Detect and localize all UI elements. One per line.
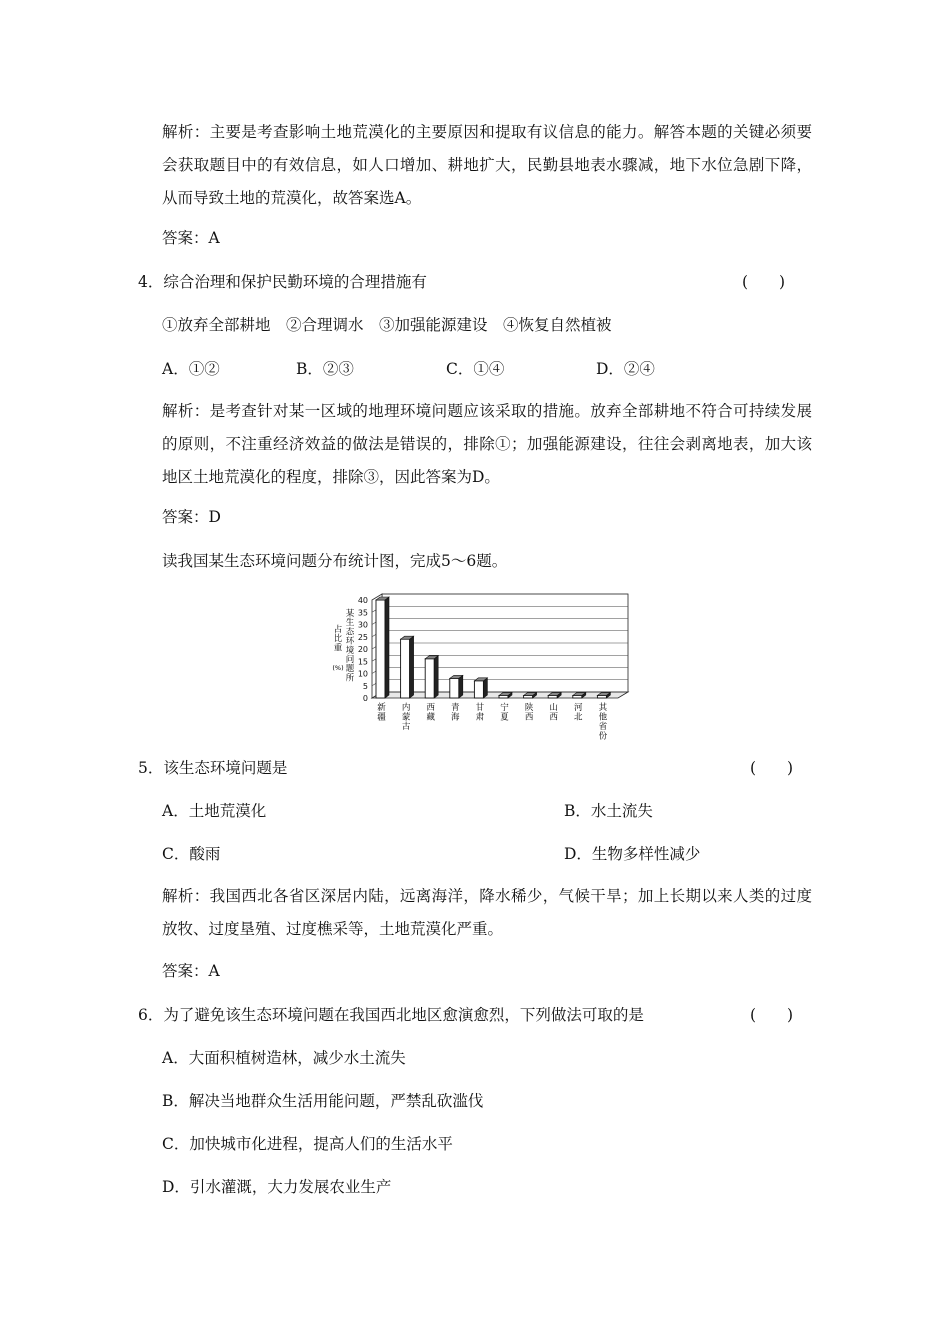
y-tick-label: 15 [357,657,368,667]
y-tick-label: 5 [362,681,368,691]
q6-option-b: B．解决当地群众生活用能问题，严禁乱砍滥伐 [162,1092,484,1110]
svg-text:甘: 甘 [475,703,485,713]
svg-text:青: 青 [451,703,460,713]
svg-text:占: 占 [333,625,343,635]
y-tick-label: 35 [357,608,368,618]
q5-option-c: C．酸雨 [162,845,221,863]
x-tick-label [426,703,435,723]
y-axis-label [332,608,354,683]
bar [474,678,487,698]
q4-option-a: A．①② [162,360,220,378]
x-tick-label [476,702,485,723]
q5-option-d: D．生物多样性减少 [564,845,701,863]
q6-option-a: A．大面积植树造林，减少水土流失 [162,1049,406,1067]
svg-text:内: 内 [401,703,411,713]
q5-analysis: 解析：我国西北各省区深居内陆，远离海洋，降水稀少，气候干旱；加上长期以来人类的过度放牧、过度垦殖、过度樵采等，土地荒漠化严重。 [162,887,812,938]
svg-text:海: 海 [451,712,460,723]
gridline [372,631,628,637]
q5-answer: 答案：A [162,962,220,980]
q4-answer-paren: ( ) [742,273,786,291]
q6-stem: 6．为了避免该生态环境问题在我国西北地区愈演愈烈，下列做法可取的是 [138,1006,644,1024]
svg-text:态: 态 [345,627,355,638]
svg-text:重: 重 [333,643,343,654]
q5-answer-paren: ( ) [750,759,794,777]
bar [425,656,438,698]
x-tick-label [402,702,411,732]
x-tick-label [500,702,509,723]
q3-analysis: 解析：主要是考查影响土地荒漠化的主要原因和提取有议信息的能力。解答本题的关键必须要会获取题目中的有效信息，如人口增加、耕地扩大，民勤县地表水骤减，地下水位急剧下降，从而导致土地的荒漠化，故答案选A。 [162,123,812,207]
bar [401,636,414,698]
x-tick-label [377,702,386,723]
q4-option-b: B．②③ [296,360,354,378]
q4-items: ①放弃全部耕地 ②合理调水 ③加强能源建设 ④恢复自然植被 [162,316,612,334]
bar [450,675,463,698]
svg-text:宁: 宁 [500,703,509,713]
x-tick-label [549,702,558,723]
q4-stem: 4．综合治理和保护民勤环境的合理措施有 [138,273,427,291]
svg-text:山: 山 [549,703,558,713]
gridline [372,619,628,625]
y-tick-label: 30 [357,620,368,630]
svg-text:疆: 疆 [377,712,386,723]
svg-text:省: 省 [598,722,608,732]
svg-text:份: 份 [598,731,608,742]
x-tick-label [525,702,534,723]
svg-text:生: 生 [345,618,355,629]
bar [376,597,389,698]
x-tick-label [599,702,608,742]
y-tick-label: 25 [357,632,368,642]
svg-text:西: 西 [524,712,534,723]
gridline [372,606,628,612]
gridline [372,594,628,600]
y-tick-label: 0 [362,694,368,703]
svg-text:蒙: 蒙 [401,712,411,723]
svg-text:比: 比 [333,634,343,645]
svg-text:其: 其 [598,703,608,713]
svg-text:(%): (%) [332,664,344,672]
svg-text:问: 问 [345,655,355,665]
q5-stem: 5．该生态环境问题是 [138,759,288,777]
svg-text:河: 河 [574,703,583,713]
q6-option-d: D．引水灌溉，大力发展农业生产 [162,1178,392,1196]
svg-text:他: 他 [598,712,608,723]
q3-answer: 答案：A [162,229,220,247]
q4-option-d: D．②④ [596,360,655,378]
q5-option-b: B．水土流失 [564,802,653,820]
svg-text:藏: 藏 [426,712,435,723]
q4-answer: 答案：D [162,508,221,526]
q5-option-a: A．土地荒漠化 [162,802,267,820]
y-tick-label: 40 [357,596,368,605]
bar-chart [320,592,640,744]
chart-intro: 读我国某生态环境问题分布统计图，完成5～6题。 [162,552,508,570]
svg-text:西: 西 [426,703,435,713]
svg-text:环: 环 [345,636,355,647]
svg-text:夏: 夏 [500,712,509,723]
svg-text:新: 新 [377,703,386,713]
svg-text:陕: 陕 [524,703,534,713]
x-tick-label [451,702,460,723]
y-tick-label: 10 [357,669,368,679]
x-tick-label [574,703,583,723]
q4-option-c: C．①④ [446,360,505,378]
svg-text:肃: 肃 [475,712,485,723]
svg-text:古: 古 [401,722,411,732]
svg-text:所: 所 [345,673,355,684]
svg-text:北: 北 [574,712,583,723]
q6-option-c: C．加快城市化进程，提高人们的生活水平 [162,1135,453,1153]
svg-text:境: 境 [345,645,355,656]
svg-text:西: 西 [549,712,558,723]
q6-answer-paren: ( ) [750,1006,794,1024]
svg-text:某: 某 [345,609,355,619]
q4-analysis: 解析：是考查针对某一区域的地理环境问题应该采取的措施。放弃全部耕地不符合可持续发展的原则，不注重经济效益的做法是错误的，排除①；加强能源建设，往往会剥离地表，加大该地区土地荒漠化的程度，排除③，因此答案为D。 [162,402,812,486]
svg-text:题: 题 [345,664,355,675]
y-tick-label: 20 [357,645,368,654]
